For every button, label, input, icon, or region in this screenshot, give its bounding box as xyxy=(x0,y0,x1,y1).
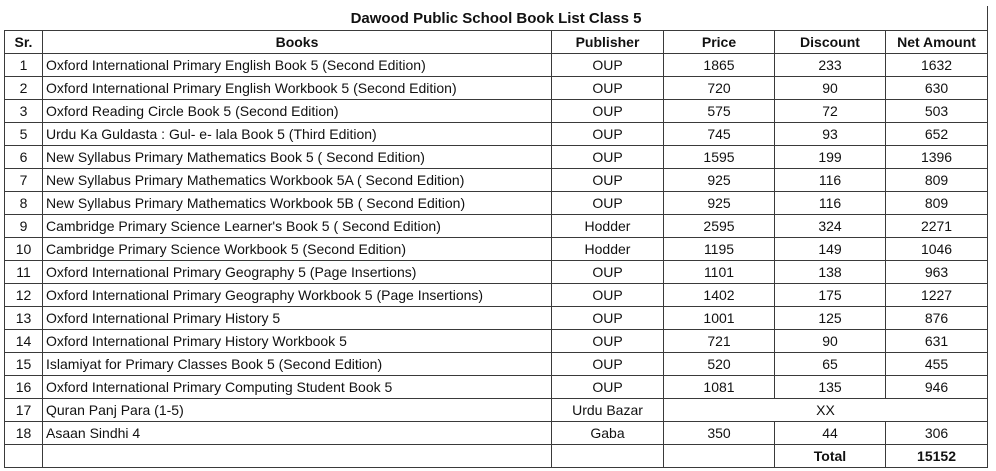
table-row xyxy=(5,376,988,399)
cell-discount: 90 xyxy=(775,330,886,353)
cell-publisher: OUP xyxy=(552,376,664,399)
cell-merged-value: XX xyxy=(664,399,988,422)
cell-book: Oxford International Primary Geography Workbook 5 (Page Insertions) xyxy=(43,284,552,307)
cell-price: 575 xyxy=(664,100,775,123)
cell-net-amount: 1046 xyxy=(886,238,988,261)
cell-publisher: OUP xyxy=(552,146,664,169)
title-row xyxy=(5,7,988,31)
cell-sr: 6 xyxy=(5,146,43,169)
cell-publisher: Urdu Bazar xyxy=(552,399,664,422)
cell-sr: 5 xyxy=(5,123,43,146)
cell-sr: 15 xyxy=(5,353,43,376)
cell-sr: 14 xyxy=(5,330,43,353)
header-row xyxy=(5,31,988,54)
cell-discount: 199 xyxy=(775,146,886,169)
book-rows xyxy=(5,54,988,399)
cell-sr: 10 xyxy=(5,238,43,261)
empty-cell xyxy=(43,445,552,468)
table-row xyxy=(5,353,988,376)
cell-book: Oxford International Primary Geography 5 (Page Insertions) xyxy=(43,261,552,284)
cell-sr: 18 xyxy=(5,422,43,445)
table-row xyxy=(5,192,988,215)
cell-net-amount: 652 xyxy=(886,123,988,146)
cell-price: 1402 xyxy=(664,284,775,307)
cell-book: New Syllabus Primary Mathematics Workbook 5A ( Second Edition) xyxy=(43,169,552,192)
cell-price: 520 xyxy=(664,353,775,376)
table-row xyxy=(5,146,988,169)
cell-price: 745 xyxy=(664,123,775,146)
cell-sr: 3 xyxy=(5,100,43,123)
table-row xyxy=(5,77,988,100)
cell-discount: 233 xyxy=(775,54,886,77)
table-title: Dawood Public School Book List Class 5 xyxy=(5,7,988,31)
col-header-net-amount: Net Amount xyxy=(886,31,988,54)
cell-price: 1865 xyxy=(664,54,775,77)
empty-cell xyxy=(664,445,775,468)
cell-book: Oxford International Primary English Workbook 5 (Second Edition) xyxy=(43,77,552,100)
cell-publisher: OUP xyxy=(552,54,664,77)
cell-discount: 125 xyxy=(775,307,886,330)
cell-publisher: OUP xyxy=(552,353,664,376)
cell-price: 720 xyxy=(664,77,775,100)
cell-sr: 13 xyxy=(5,307,43,330)
cell-publisher: OUP xyxy=(552,169,664,192)
cell-net-amount: 630 xyxy=(886,77,988,100)
cell-discount: 93 xyxy=(775,123,886,146)
col-header-discount: Discount xyxy=(775,31,886,54)
cell-net-amount: 1396 xyxy=(886,146,988,169)
cell-publisher: OUP xyxy=(552,123,664,146)
cell-book: Cambridge Primary Science Learner's Book 5 ( Second Edition) xyxy=(43,215,552,238)
cell-net-amount: 876 xyxy=(886,307,988,330)
cell-net-amount: 503 xyxy=(886,100,988,123)
cell-price: 2595 xyxy=(664,215,775,238)
cell-publisher: OUP xyxy=(552,284,664,307)
cell-book: Oxford International Primary History 5 xyxy=(43,307,552,330)
cell-sr: 12 xyxy=(5,284,43,307)
cell-net-amount: 809 xyxy=(886,192,988,215)
cell-price: 1101 xyxy=(664,261,775,284)
cell-sr: 1 xyxy=(5,54,43,77)
cell-publisher: Hodder xyxy=(552,238,664,261)
cell-net-amount: 1227 xyxy=(886,284,988,307)
book-list-table xyxy=(4,6,988,468)
empty-cell xyxy=(5,445,43,468)
cell-discount: 149 xyxy=(775,238,886,261)
cell-publisher: OUP xyxy=(552,330,664,353)
cell-book: Quran Panj Para (1-5) xyxy=(43,399,552,422)
cell-sr: 16 xyxy=(5,376,43,399)
cell-net-amount: 2271 xyxy=(886,215,988,238)
col-header-price: Price xyxy=(664,31,775,54)
cell-sr: 8 xyxy=(5,192,43,215)
cell-book: Oxford International Primary English Book 5 (Second Edition) xyxy=(43,54,552,77)
cell-book: Oxford Reading Circle Book 5 (Second Edition) xyxy=(43,100,552,123)
cell-sr: 9 xyxy=(5,215,43,238)
table-row xyxy=(5,123,988,146)
cell-net-amount: 455 xyxy=(886,353,988,376)
cell-net-amount: 809 xyxy=(886,169,988,192)
cell-price: 925 xyxy=(664,169,775,192)
cell-book: Cambridge Primary Science Workbook 5 (Second Edition) xyxy=(43,238,552,261)
cell-discount: 116 xyxy=(775,192,886,215)
cell-discount: 324 xyxy=(775,215,886,238)
cell-sr: 17 xyxy=(5,399,43,422)
cell-sr: 7 xyxy=(5,169,43,192)
total-label: Total xyxy=(775,445,886,468)
table-row xyxy=(5,261,988,284)
cell-publisher: Hodder xyxy=(552,215,664,238)
table-row xyxy=(5,330,988,353)
col-header-books: Books xyxy=(43,31,552,54)
cell-sr: 11 xyxy=(5,261,43,284)
cell-price: 350 xyxy=(664,422,775,445)
cell-publisher: OUP xyxy=(552,77,664,100)
cell-discount: 90 xyxy=(775,77,886,100)
cell-discount: 65 xyxy=(775,353,886,376)
cell-price: 1081 xyxy=(664,376,775,399)
cell-discount: 44 xyxy=(775,422,886,445)
cell-discount: 175 xyxy=(775,284,886,307)
table-row xyxy=(5,54,988,77)
table-row xyxy=(5,238,988,261)
col-header-sr: Sr. xyxy=(5,31,43,54)
table-row-quran xyxy=(5,399,988,422)
cell-discount: 138 xyxy=(775,261,886,284)
cell-net-amount: 1632 xyxy=(886,54,988,77)
cell-publisher: OUP xyxy=(552,261,664,284)
cell-publisher: OUP xyxy=(552,192,664,215)
cell-price: 1595 xyxy=(664,146,775,169)
table-row xyxy=(5,169,988,192)
table-row xyxy=(5,215,988,238)
cell-price: 721 xyxy=(664,330,775,353)
cell-discount: 135 xyxy=(775,376,886,399)
cell-publisher: OUP xyxy=(552,307,664,330)
cell-discount: 72 xyxy=(775,100,886,123)
cell-net-amount: 306 xyxy=(886,422,988,445)
cell-book: Oxford International Primary History Workbook 5 xyxy=(43,330,552,353)
cell-net-amount: 963 xyxy=(886,261,988,284)
cell-book: Islamiyat for Primary Classes Book 5 (Second Edition) xyxy=(43,353,552,376)
cell-price: 1195 xyxy=(664,238,775,261)
table-row xyxy=(5,100,988,123)
table-row xyxy=(5,307,988,330)
table-row xyxy=(5,284,988,307)
total-row xyxy=(5,445,988,468)
cell-discount: 116 xyxy=(775,169,886,192)
cell-book: Asaan Sindhi 4 xyxy=(43,422,552,445)
cell-price: 925 xyxy=(664,192,775,215)
cell-book: New Syllabus Primary Mathematics Book 5 ( Second Edition) xyxy=(43,146,552,169)
cell-net-amount: 631 xyxy=(886,330,988,353)
cell-publisher: Gaba xyxy=(552,422,664,445)
cell-book: Oxford International Primary Computing Student Book 5 xyxy=(43,376,552,399)
cell-publisher: OUP xyxy=(552,100,664,123)
col-header-publisher: Publisher xyxy=(552,31,664,54)
cell-price: 1001 xyxy=(664,307,775,330)
cell-net-amount: 946 xyxy=(886,376,988,399)
cell-book: Urdu Ka Guldasta : Gul- e- lala Book 5 (Third Edition) xyxy=(43,123,552,146)
cell-sr: 2 xyxy=(5,77,43,100)
empty-cell xyxy=(552,445,664,468)
table-row-sindhi xyxy=(5,422,988,445)
total-value: 15152 xyxy=(886,445,988,468)
cell-book: New Syllabus Primary Mathematics Workbook 5B ( Second Edition) xyxy=(43,192,552,215)
